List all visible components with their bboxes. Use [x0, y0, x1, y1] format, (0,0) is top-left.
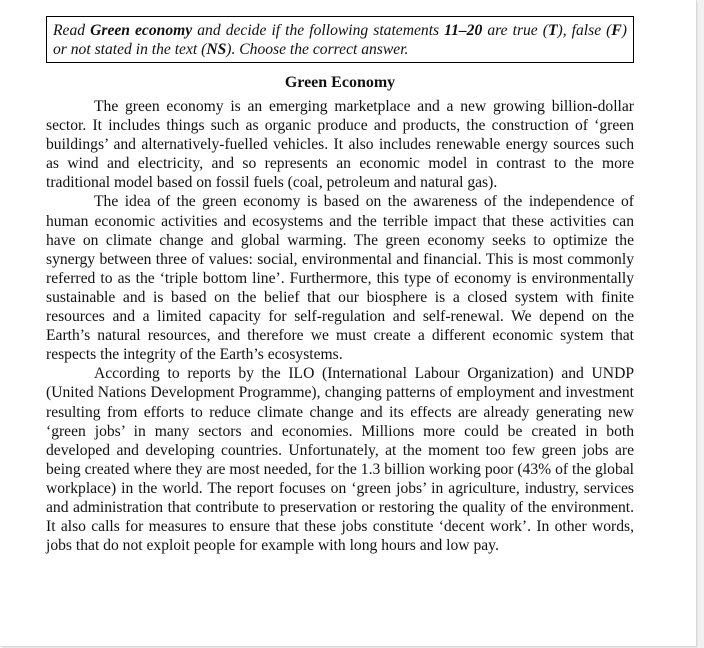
instruction-text: ). Choose the correct answer.: [226, 41, 409, 58]
instruction-text: ) or not stated in the text (: [53, 22, 627, 58]
instruction-text: Read: [53, 22, 91, 39]
instruction-bold-not-stated: NS: [206, 41, 227, 58]
scrollbar[interactable]: [698, 0, 704, 648]
article-title: Green Economy: [284, 74, 396, 91]
document-content: [46, 16, 634, 555]
instruction-text: are true (: [482, 22, 548, 39]
instruction-box: [46, 16, 634, 63]
instruction-bold-true: T: [547, 22, 558, 39]
instruction-bold-range: 11–20: [444, 22, 483, 39]
instruction-text: ), false (: [557, 22, 612, 39]
article-paragraph-2: The idea of the green economy is based on the awareness of the independence of human economic activities and ecosystems and the terrible impact that these activities can have on climate change and global warming. The green economy seeks to optimize the synergy between three of values: social, environmental and financial. This is most commonly referred to as the ‘triple bottom line’. Furthermore, this type of economy is environmentally sustainable and is based on the belief that our biosphere is a closed system with finite resources and a limited capacity for self-regulation and self-renewal. We depend on the Earth’s natural resources, and therefore we must create a different economic system that respects the integrity of the Earth’s ecosystems.: [46, 193, 634, 364]
instruction-bold-false: F: [611, 22, 622, 39]
article-paragraph-1: The green economy is an emerging marketplace and a new growing billion-dollar sector. It includes things such as organic produce and products, the construction of ‘green buildings’ and alternatively-fuelled vehicles. It also includes renewable energy sources such as wind and electricity, and so represents an economic model in contrast to the more traditional model based on fossil fuels (coal, petroleum and natural gas).: [46, 98, 634, 192]
instruction-text: and decide if the following statements: [192, 22, 445, 39]
instruction-bold-title: Green economy: [90, 22, 193, 39]
article-paragraph-3: According to reports by the ILO (International Labour Organization) and UNDP (United Nations Development Programme), changing patterns of employment and investment resulting from efforts to reduce climate change and its effects are already generating new ‘green jobs’ in many sectors and economies. Millions more could be created in both developed and developing countries. Unfortunately, at the moment too few green jobs are being created where they are most needed, for the 1.3 billion working poor (43% of the global workplace) in the world. The report focuses on ‘green jobs’ in agriculture, industry, services and administration that contribute to preservation or restoring the quality of the environment. It also calls for measures to ensure that these jobs constitute ‘decent work’. In other words, jobs that do not exploit people for example with long hours and low pay.: [46, 365, 634, 555]
